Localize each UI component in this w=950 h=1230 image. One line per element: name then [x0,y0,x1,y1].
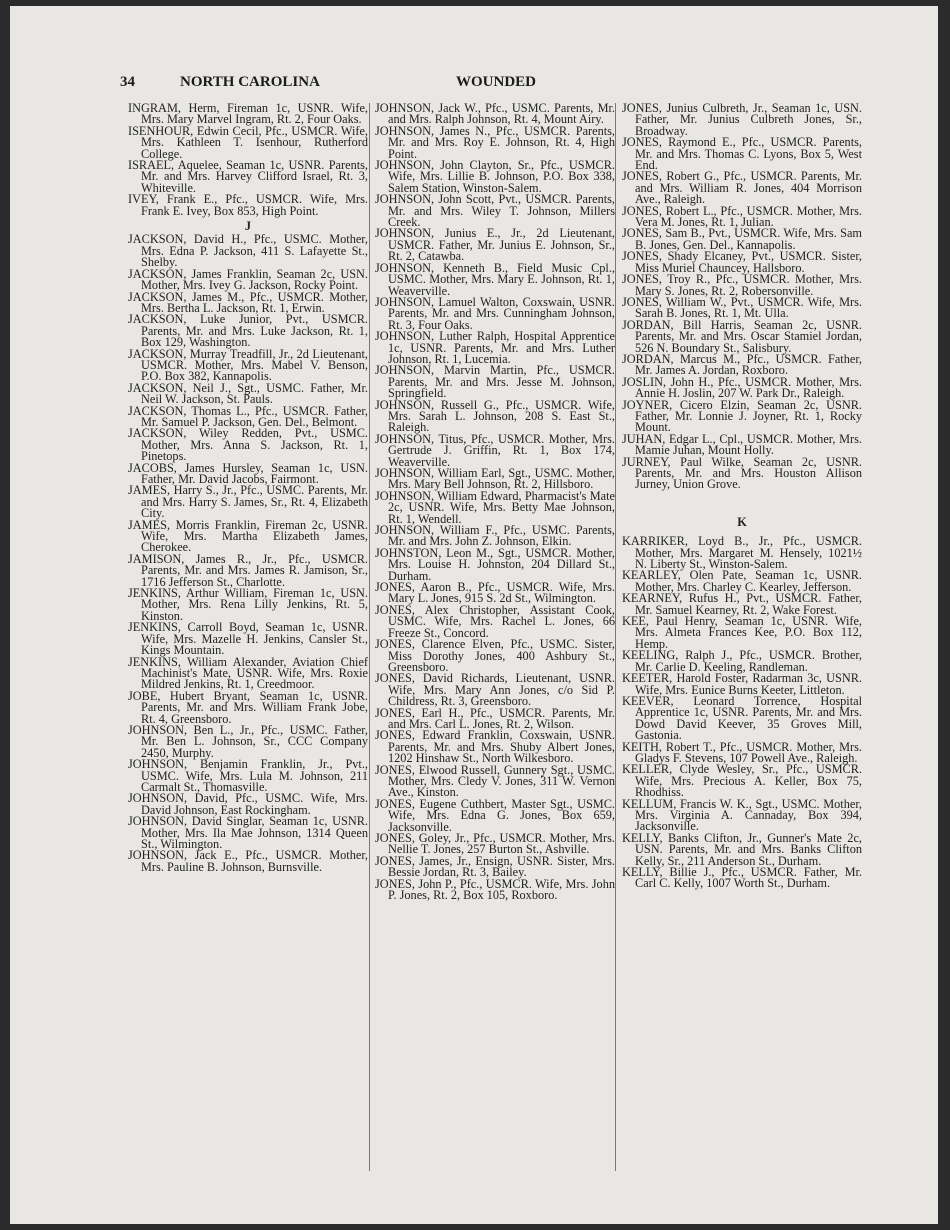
casualty-entry: JAMES, Morris Franklin, Fireman 2c, USNR. Wife, Mrs. Martha Elizabeth James, Cherokee. [128,517,368,555]
casualty-entry: JACKSON, Thomas L., Pfc., USMCR. Father, Mr. Samuel P. Jackson, Gen. Del., Belmont. [128,403,368,429]
section-letter-k: K [737,514,747,529]
casualty-entry: JONES, Elwood Russell, Gunnery Sgt., USMC. Mother, Mrs. Cledy V. Jones, 311 W. Vernon Ave., Kinston. [375,762,615,800]
column-3 [622,103,862,890]
column-divider [369,103,370,1171]
casualty-entry: JACKSON, James M., Pfc., USMCR. Mother, Mrs. Bertha L. Jackson, Rt. 1, Erwin. [128,289,368,315]
casualty-entry: JENKINS, Carroll Boyd, Seaman 1c, USNR. Wife, Mrs. Mazelle H. Jenkins, Cansler St., Kings Mountain. [128,620,368,658]
casualty-entry: KEEVER, Leonard Torrence, Hospital Apprentice 1c, USNR. Parents, Mr. and Mrs. Dowd David Keever, 35 Groves Mill, Gastonia. [622,693,862,743]
casualty-entry: JONES, David Richards, Lieutenant, USNR. Wife, Mrs. Mary Ann Jones, c/o Sid P. Childress, Rt. 3, Greensboro. [375,671,615,709]
casualty-entry: JONES, John P., Pfc., USMCR. Wife, Mrs. John P. Jones, Rt. 2, Box 105, Roxboro. [375,876,615,903]
casualty-entry: JOHNSON, Jack W., Pfc., USMC. Parents, Mr. and Mrs. Ralph Johnson, Rt. 4, Mount Airy. [375,101,615,127]
casualty-entry: JOYNER, Cicero Elzin, Seaman 2c, USNR. Father, Mr. Lonnie J. Joyner, Rt. 1, Rocky Mount. [622,397,862,435]
casualty-entry: KELLUM, Francis W. K., Sgt., USMC. Mother, Mrs. Virginia A. Cannaday, Box 394, Jacksonville. [622,796,862,834]
casualty-entry: KARRIKER, Loyd B., Jr., Pfc., USMCR. Mother, Mrs. Margaret M. Hensely, 1021½ N. Liberty St., Winston-Salem. [622,534,862,572]
casualty-entry: JONES, Robert G., Pfc., USMCR. Parents, Mr. and Mrs. William R. Jones, 404 Morrison Ave., Raleigh. [622,169,862,207]
casualty-entry: JOHNSON, Titus, Pfc., USMCR. Mother, Mrs. Gertrude J. Griffin, Rt. 1, Box 174, Weaverville. [375,431,615,469]
casualty-entry: KEE, Paul Henry, Seaman 1c, USNR. Wife, Mrs. Almeta Frances Kee, P.O. Box 112, Hemp. [622,614,862,651]
casualty-entry: KEARNEY, Rufus H., Pvt., USMCR. Father, Mr. Samuel Kearney, Rt. 2, Wake Forest. [622,591,862,617]
casualty-entry: KEITH, Robert T., Pfc., USMCR. Mother, Mrs. Gladys F. Stevens, 107 Powell Ave., Raleigh. [622,739,862,765]
casualty-entry: JENKINS, Arthur William, Fireman 1c, USN. Mother, Mrs. Rena Lilly Jenkins, Rt. 5, Kinston. [128,586,368,623]
casualty-entry: JONES, Aaron B., Pfc., USMCR. Wife, Mrs. Mary L. Jones, 915 S. 2d St., Wilmington. [375,580,615,606]
casualty-entry: JACKSON, Luke Junior, Pvt., USMCR. Parents, Mr. and Mrs. Luke Jackson, Rt. 1, Box 129, Washington. [128,312,368,350]
casualty-entry: ISRAEL, Aquelee, Seaman 1c, USNR. Parents, Mr. and Mrs. Harvey Clifford Israel, Rt. 3, Whiteville. [128,158,368,195]
casualty-entry: JOHNSON, Benjamin Franklin, Jr., Pvt., USMC. Wife, Mrs. Lula M. Johnson, 211 Carmalt St., Thomasville. [128,757,368,794]
casualty-entry: JACKSON, James Franklin, Seaman 2c, USN. Mother, Mrs. Ivey G. Jackson, Rocky Point. [128,266,368,293]
casualty-entry: JOHNSON, Ben L., Jr., Pfc., USMC. Father, Mr. Ben L. Johnson, Sr., CCC Company 2450, Murphy. [128,722,368,760]
casualty-entry: JORDAN, Bill Harris, Seaman 2c, USNR. Parents, Mr. and Mrs. Oscar Stamiel Jordan, 526 N. Boundary St., Salisbury. [622,317,862,355]
casualty-entry: JONES, Shady Elcaney, Pvt., USMCR. Sister, Miss Muriel Chauncey, Hallsboro. [622,249,862,275]
casualty-entry: JURNEY, Paul Wilke, Seaman 2c, USNR. Parents, Mr. and Mrs. Houston Allison Jurney, Union Grove. [622,454,862,492]
casualty-entry: JONES, James, Jr., Ensign, USNR. Sister, Mrs. Bessie Jordan, Rt. 3, Bailey. [375,853,615,880]
casualty-entry: KEARLEY, Olen Pate, Seaman 1c, USNR. Mother, Mrs. Charley C. Kearley, Jefferson. [622,568,862,594]
casualty-entry: JOHNSTON, Leon M., Sgt., USMCR. Mother, Mrs. Louise H. Johnston, 204 Dillard St., Durham. [375,545,615,583]
section-letter-j: J [244,219,252,234]
casualty-entry: JACKSON, Neil J., Sgt., USMC. Father, Mr. Neil W. Jackson, St. Pauls. [128,380,368,407]
casualty-entry: JONES, Clarence Elven, Pfc., USMC. Sister, Miss Dorothy Jones, 400 Ashbury St., Greensboro. [375,637,615,674]
column-divider [615,103,616,1171]
casualty-entry: JONES, Junius Culbreth, Jr., Seaman 1c, USN. Father, Mr. Junius Culbreth Jones, Sr., Broadway. [622,101,862,138]
casualty-entry: JOHNSON, David, Pfc., USMC. Wife, Mrs. David Johnson, East Rockingham. [128,791,368,817]
casualty-entry: JONES, Sam B., Pvt., USMCR. Wife, Mrs. Sam B. Jones, Gen. Del., Kannapolis. [622,226,862,252]
casualty-entry: JACKSON, David H., Pfc., USMC. Mother, Mrs. Edna P. Jackson, 411 S. Lafayette St., Shelby. [128,232,368,270]
casualty-entry: JONES, Troy R., Pfc., USMCR. Mother, Mrs. Mary S. Jones, Rt. 2, Robersonville. [622,272,862,298]
casualty-entry: KEELING, Ralph J., Pfc., USMCR. Brother, Mr. Carlie D. Keeling, Randleman. [622,648,862,674]
casualty-entry: JOHNSON, James N., Pfc., USMCR. Parents, Mr. and Mrs. Roy E. Johnson, Rt. 4, High Point. [375,123,615,161]
casualty-entry: JUHAN, Edgar L., Cpl., USMCR. Mother, Mrs. Mamie Juhan, Mount Holly. [622,431,862,458]
casualty-entry: JONES, William W., Pvt., USMCR. Wife, Mrs. Sarah B. Jones, Rt. 1, Mt. Ulla. [622,294,862,321]
casualty-entry: JAMISON, James R., Jr., Pfc., USMCR. Parents, Mr. and Mrs. James R. Jamison, Sr., 1716 Jefferson St., Charlotte. [128,551,368,589]
casualty-entry: JOSLIN, John H., Pfc., USMCR. Mother, Mrs. Annie H. Joslin, 207 W. Park Dr., Raleigh. [622,374,862,401]
casualty-entry: INGRAM, Herm, Fireman 1c, USNR. Wife, Mrs. Mary Marvel Ingram, Rt. 2, Four Oaks. [128,101,368,127]
casualty-entry: JOHNSON, William Edward, Pharmacist's Mate 2c, USNR. Wife, Mrs. Betty Mae Johnson, Rt. 1, Wendell. [375,488,615,526]
casualty-entry: JOHNSON, John Clayton, Sr., Pfc., USMCR. Wife, Mrs. Lillie B. Johnson, P.O. Box 338, Salem Station, Winston-Salem. [375,158,615,195]
casualty-entry: JONES, Alex Christopher, Assistant Cook, USMC. Wife, Mrs. Rachel L. Jones, 66 Freeze St., Concord. [375,602,615,640]
column-2 [375,103,615,901]
casualty-entry: JOHNSON, Luther Ralph, Hospital Apprentice 1c, USNR. Parents, Mr. and Mrs. Luther Johnson, Rt. 1, Lucemia. [375,329,615,366]
casualty-entry: KELLY, Billie J., Pfc., USMCR. Father, Mr. Carl C. Kelly, 1007 Worth St., Durham. [622,865,862,891]
casualty-entry: JACOBS, James Hursley, Seaman 1c, USN. Father, Mr. David Jacobs, Fairmont. [128,460,368,486]
casualty-entry: JOHNSON, Kenneth B., Field Music Cpl., USMC. Mother, Mrs. Mary E. Johnson, Rt. 1, Weaverville. [375,260,615,298]
casualty-entry: JACKSON, Wiley Redden, Pvt., USMC. Mother, Mrs. Anna S. Jackson, Rt. 1, Pinetops. [128,426,368,464]
page-number: 34 [120,74,135,90]
casualty-entry: JOHNSON, John Scott, Pvt., USMCR. Parents, Mr. and Mrs. Wiley T. Johnson, Millers Creek. [375,192,615,230]
casualty-entry: JONES, Raymond E., Pfc., USMCR. Parents, Mr. and Mrs. Thomas C. Lyons, Box 5, West End. [622,135,862,173]
casualty-entry: JENKINS, William Alexander, Aviation Chief Machinist's Mate, USNR. Wife, Mrs. Roxie Mildred Jenkins, Rt. 1, Creedmoor. [128,654,368,692]
casualty-entry: JONES, Eugene Cuthbert, Master Sgt., USMC. Wife, Mrs. Edna G. Jones, Box 659, Jacksonville. [375,796,615,834]
casualty-entry: JOHNSON, Lamuel Walton, Coxswain, USNR. Parents, Mr. and Mrs. Cunningham Johnson, Rt. 3, Four Oaks. [375,294,615,332]
state-title: NORTH CAROLINA [180,74,320,90]
casualty-entry: KEETER, Harold Foster, Radarman 3c, USNR. Wife, Mrs. Eunice Burns Keeter, Littleton. [622,671,862,697]
casualty-entry: JOHNSON, Jack E., Pfc., USMCR. Mother, Mrs. Pauline B. Johnson, Burnsville. [128,848,368,874]
casualty-entry: JONES, Goley, Jr., Pfc., USMCR. Mother, Mrs. Nellie T. Jones, 257 Burton St., Ashville. [375,831,615,857]
casualty-entry: JACKSON, Murray Treadfill, Jr., 2d Lieutenant, USMCR. Mother, Mrs. Mabel V. Benson, P.O. Box 382, Kannapolis. [128,346,368,384]
casualty-entry: JORDAN, Marcus M., Pfc., USMCR. Father, Mr. James A. Jordan, Roxboro. [622,351,862,378]
casualty-entry: JOHNSON, Marvin Martin, Pfc., USMCR. Parents, Mr. and Mrs. Jesse M. Johnson, Springfield. [375,363,615,401]
casualty-entry: JOHNSON, Russell G., Pfc., USMCR. Wife, Mrs. Sarah L. Johnson, 208 S. East St., Raleigh. [375,397,615,435]
column-1 [128,103,368,873]
casualty-entry: JAMES, Harry S., Jr., Pfc., USMC. Parents, Mr. and Mrs. Harry S. James, Sr., Rt. 4, Elizabeth City. [128,483,368,521]
section-title: WOUNDED [456,74,537,90]
casualty-entry: JOBE, Hubert Bryant, Seaman 1c, USNR. Parents, Mr. and Mrs. William Frank Jobe, Rt. 4, Greensboro. [128,688,368,726]
page-header [120,74,900,94]
casualty-entry: KELLY, Banks Clifton, Jr., Gunner's Mate 2c, USN. Parents, Mr. and Mrs. Banks Clifton Kelly, Sr., 211 Anderson St., Durham. [622,830,862,868]
casualty-entry: JONES, Edward Franklin, Coxswain, USNR. Parents, Mr. and Mrs. Shuby Albert Jones, 1202 Hinshaw St., North Wilkesboro. [375,728,615,766]
casualty-entry: KELLER, Clyde Wesley, Sr., Pfc., USMCR. Wife, Mrs. Precious A. Keller, Box 75, Rhodhiss. [622,762,862,800]
casualty-entry: ISENHOUR, Edwin Cecil, Pfc., USMCR. Wife, Mrs. Kathleen T. Isenhour, Rutherford College. [128,123,368,161]
casualty-entry: JOHNSON, William Earl, Sgt., USMC. Mother, Mrs. Mary Bell Johnson, Rt. 2, Hillsboro. [375,466,615,492]
casualty-entry: JONES, Earl H., Pfc., USMCR. Parents, Mr. and Mrs. Carl L. Jones, Rt. 2, Wilson. [375,705,615,731]
casualty-entry: IVEY, Frank E., Pfc., USMCR. Wife, Mrs. Frank E. Ivey, Box 853, High Point. [128,192,368,218]
casualty-entry: JOHNSON, David Singlar, Seaman 1c, USNR. Mother, Mrs. Ila Mae Johnson, 1314 Queen St., Wilmington. [128,814,368,851]
casualty-entry: JOHNSON, Junius E., Jr., 2d Lieutenant, USMCR. Father, Mr. Junius E. Johnson, Sr., Rt. 2, Catawba. [375,226,615,264]
casualty-entry: JOHNSON, William F., Pfc., USMC. Parents, Mr. and Mrs. John Z. Johnson, Elkin. [375,523,615,549]
casualty-entry: JONES, Robert L., Pfc., USMCR. Mother, Mrs. Vera M. Jones, Rt. 1, Julian. [622,203,862,230]
